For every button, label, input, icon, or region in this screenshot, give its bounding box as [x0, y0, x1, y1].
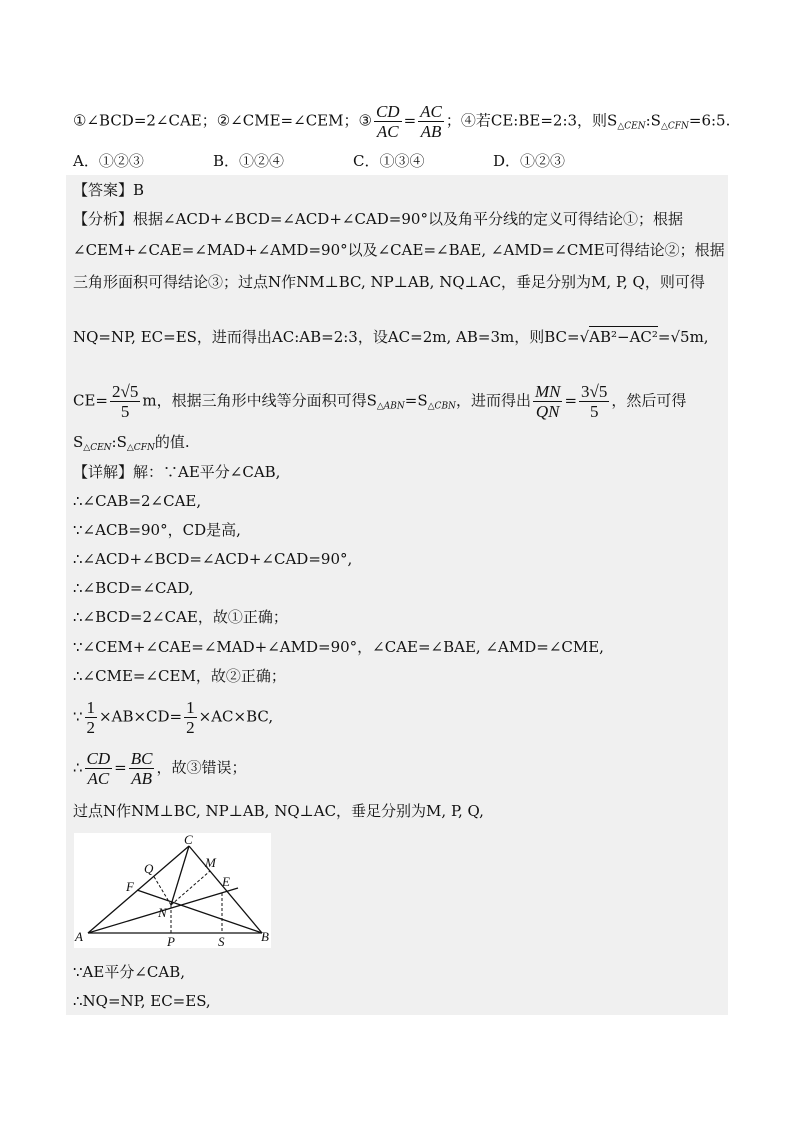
denominator: 5 — [120, 402, 130, 421]
fraction — [129, 750, 155, 787]
detail-line: 过点N作NM⊥BC, NP⊥AB, NQ⊥AC，垂足分别为M, P, Q, — [73, 802, 484, 820]
equals: = — [403, 111, 417, 130]
fraction — [184, 699, 197, 736]
label-e: E — [222, 874, 230, 889]
numerator: 1 — [86, 698, 96, 717]
option-d[interactable]: D．①②③ — [493, 152, 566, 170]
detail-line: ∴∠BCD=∠CAD, — [73, 579, 194, 597]
detail-line — [73, 750, 247, 787]
fraction — [85, 699, 98, 736]
numerator: MN — [534, 382, 561, 401]
sqrt-expression: AB²−AC² — [589, 328, 658, 346]
denominator: AB — [420, 122, 442, 141]
label-a: A — [75, 929, 83, 944]
numerator: BC — [130, 749, 153, 768]
label-m: M — [205, 855, 216, 870]
detail-line: ∴∠CME=∠CEM，故②正确； — [73, 667, 286, 685]
analysis-part: CE= — [73, 391, 108, 410]
denominator: AC — [376, 122, 399, 141]
denominator: AC — [87, 769, 110, 788]
statement-part: =6:5. — [688, 111, 731, 130]
detail-part: ×AB×CD= — [99, 707, 183, 726]
numerator: CD — [86, 749, 111, 768]
subscript: △CEN — [83, 443, 112, 453]
analysis-part: ，然后可得 — [611, 391, 687, 410]
denominator: 2 — [186, 718, 195, 737]
statement-part: :S — [645, 111, 661, 130]
analysis-part: 的值. — [154, 433, 190, 451]
analysis-part: S — [73, 433, 84, 451]
label-q: Q — [144, 861, 154, 876]
statement-part: ；④若CE:BE=2:3，则S — [445, 111, 618, 130]
triangle-diagram — [74, 833, 271, 948]
analysis-part: =√5m, — [657, 328, 709, 346]
analysis-line: NQ=NP, EC=ES，进而得出AC:AB=2:3，设AC=2m, AB=3m，则BC=√AB²−AC²=√5m, — [73, 328, 709, 346]
analysis-part: :S — [111, 433, 127, 451]
denominator: QN — [535, 402, 560, 421]
detail-line: ∴∠BCD=2∠CAE，故①正确； — [73, 608, 288, 626]
subscript: △ABN — [376, 401, 405, 412]
analysis-part: = — [564, 391, 578, 410]
fraction — [374, 103, 402, 140]
label-b: B — [261, 929, 269, 944]
analysis-line — [73, 383, 686, 420]
detail-part: = — [114, 758, 127, 777]
detail-part: ×AC×BC, — [198, 707, 274, 726]
subscript: △CBN — [427, 401, 456, 412]
analysis-line — [73, 435, 190, 453]
fraction — [533, 383, 563, 420]
detail-line — [73, 699, 273, 736]
answer-line: 【答案】B — [73, 181, 145, 199]
detail-part: ∴ — [73, 758, 83, 777]
option-c[interactable]: C．①③④ — [353, 152, 425, 170]
detail-line: ∵∠ACB=90°，CD是高, — [73, 521, 241, 539]
segment-ac — [88, 846, 189, 933]
subscript: △CEN — [617, 121, 646, 132]
analysis-line: 【分析】根据∠ACD+∠BCD=∠ACD+∠CAD=90°以及角平分线的定义可得结论①；根据 — [73, 210, 683, 228]
numerator: 3√5 — [581, 382, 608, 401]
numerator: AC — [420, 102, 442, 121]
numerator: CD — [375, 102, 400, 121]
option-b[interactable]: B．①②④ — [213, 152, 285, 170]
analysis-part: m，根据三角形中线等分面积可得S — [142, 391, 377, 410]
analysis-line: 三角形面积可得结论③；过点N作NM⊥BC, NP⊥AB, NQ⊥AC，垂足分别为M, P, Q，则可得 — [73, 273, 705, 291]
triangle-figure — [74, 833, 271, 948]
analysis-part: NQ=NP, EC=ES，进而得出AC:AB=2:3，设AC=2m, AB=3m，则BC= — [73, 328, 580, 346]
fraction — [85, 750, 113, 787]
label-p: P — [167, 934, 175, 948]
denominator: 2 — [86, 718, 96, 737]
analysis-part: ，进而得出 — [455, 391, 531, 410]
statement-line — [73, 103, 730, 140]
detail-line: ∴NQ=NP, EC=ES, — [73, 992, 211, 1010]
option-a[interactable]: A．①②③ — [73, 152, 144, 170]
detail-part: ∵ — [73, 707, 83, 726]
label-c: C — [184, 833, 193, 847]
detail-line: 【详解】解：∵AE平分∠CAB, — [73, 463, 281, 481]
numerator: 2√5 — [112, 382, 139, 401]
denominator: 5 — [589, 402, 599, 421]
detail-part: ，故③错误； — [156, 758, 247, 777]
detail-line: ∴∠CAB=2∠CAE, — [73, 492, 202, 510]
fraction — [579, 383, 609, 420]
label-f: F — [126, 879, 134, 894]
numerator: 1 — [186, 698, 195, 717]
fraction — [418, 103, 444, 140]
statement-part: ①∠BCD=2∠CAE；②∠CME=∠CEM；③ — [73, 111, 372, 130]
label-s: S — [218, 934, 225, 948]
analysis-part: =S — [404, 391, 428, 410]
detail-line: ∴∠ACD+∠BCD=∠ACD+∠CAD=90°, — [73, 550, 353, 568]
perpendicular-nq — [153, 875, 171, 905]
detail-line: ∵∠CEM+∠CAE=∠MAD+∠AMD=90°，∠CAE=∠BAE, ∠AMD=∠CME, — [73, 638, 604, 656]
label-n: N — [158, 905, 167, 920]
analysis-line: ∠CEM+∠CAE=∠MAD+∠AMD=90°以及∠CAE=∠BAE, ∠AMD=∠CME可得结论②；根据 — [73, 241, 725, 259]
fraction — [110, 383, 140, 420]
detail-line: ∵AE平分∠CAB, — [73, 963, 185, 981]
subscript: △CFN — [660, 121, 689, 132]
denominator: AB — [131, 769, 152, 788]
segment-cn — [171, 846, 189, 905]
subscript: △CFN — [126, 443, 155, 453]
